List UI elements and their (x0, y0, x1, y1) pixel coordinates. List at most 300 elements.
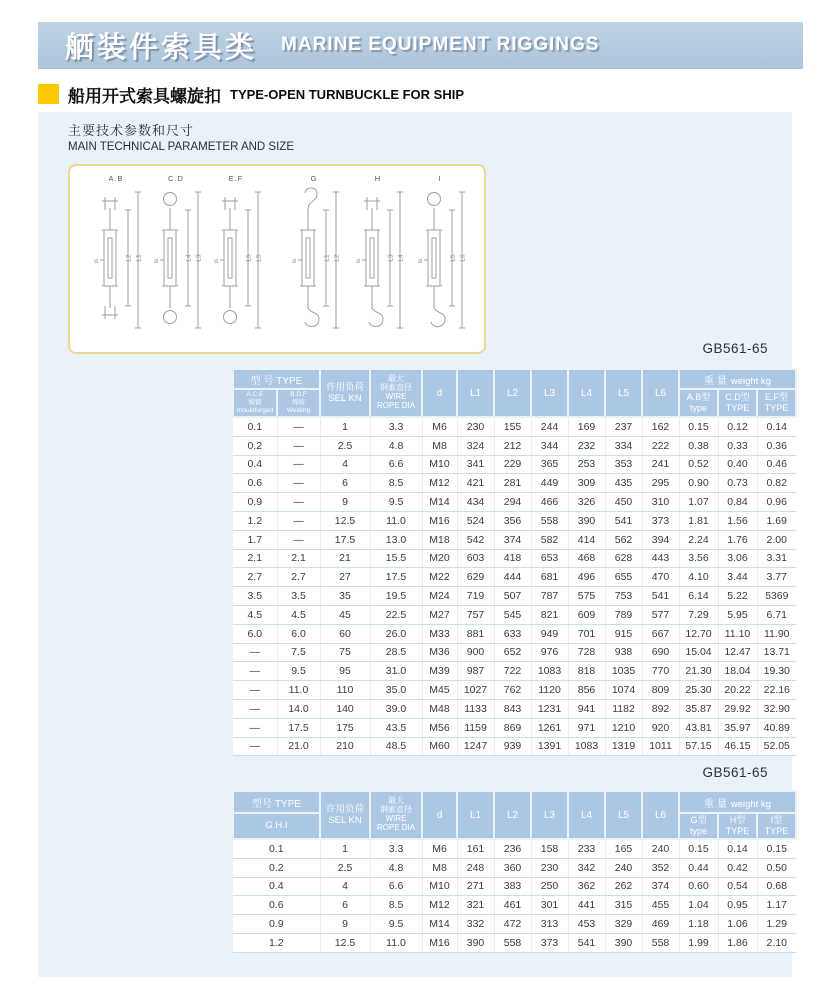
table-cell: 0.44 (679, 858, 718, 877)
table-cell: 541 (568, 933, 605, 952)
table-row (233, 915, 796, 934)
table-cell: 0.14 (757, 417, 796, 436)
header-cell-weight: 重 量 weight kg (679, 369, 796, 389)
table-cell: 374 (642, 877, 679, 896)
table-cell: 0.46 (757, 455, 796, 474)
table-cell: 507 (494, 587, 531, 606)
table-cell: 524 (457, 511, 494, 530)
table-cell: 542 (457, 530, 494, 549)
header-cell-type: 型 号 TYPE (233, 369, 320, 389)
turnbuckle-outline (148, 184, 204, 336)
table-cell: 29.92 (718, 699, 757, 718)
table-cell: 681 (531, 568, 568, 587)
table-row (233, 896, 796, 915)
table-row (233, 417, 796, 436)
subheader-title-en: TYPE-OPEN TURNBUCKLE FOR SHIP (230, 86, 465, 102)
table-cell: 690 (642, 643, 679, 662)
table-cell: 5.22 (718, 587, 757, 606)
table-cell: 787 (531, 587, 568, 606)
header-cell-type-bdf: B.D.F 焊接 Welding (277, 389, 320, 417)
table-cell: 3.56 (679, 549, 718, 568)
table-cell: 2.1 (233, 549, 277, 568)
table-cell: 4.5 (277, 605, 320, 624)
table-row (233, 737, 796, 756)
table-cell: — (233, 718, 277, 737)
svg-text:L2: L2 (333, 254, 341, 262)
table-cell: 545 (494, 605, 531, 624)
table-cell: 0.90 (679, 474, 718, 493)
table-row (233, 643, 796, 662)
header-cell-l6: L6 (642, 369, 679, 417)
table-cell: 558 (642, 933, 679, 952)
table-cell: 900 (457, 643, 494, 662)
table-row (233, 662, 796, 681)
table-cell: 310 (642, 493, 679, 512)
table-cell: 1.86 (718, 933, 757, 952)
table-cell: — (233, 681, 277, 700)
table-cell: 2.5 (320, 436, 370, 455)
header-cell-weight-g: G型 type (679, 813, 718, 839)
table-cell: 362 (568, 877, 605, 896)
table-cell: 334 (605, 436, 642, 455)
table-cell: 230 (457, 417, 494, 436)
table-cell: 253 (568, 455, 605, 474)
table-cell: 7.29 (679, 605, 718, 624)
figure-label: G (310, 174, 318, 183)
svg-text:L1: L1 (323, 254, 331, 262)
table-row (233, 839, 796, 858)
table-cell: 1120 (531, 681, 568, 700)
table-cell: M20 (422, 549, 457, 568)
table-cell: 455 (642, 896, 679, 915)
table-cell: 35.0 (370, 681, 422, 700)
table-cell: 315 (605, 896, 642, 915)
table-cell: M6 (422, 839, 457, 858)
header-cell-type-ghi: G.H.I (233, 813, 320, 839)
table-row (233, 605, 796, 624)
table-cell: 12.70 (679, 624, 718, 643)
table-cell: 821 (531, 605, 568, 624)
figure-label: E.F (228, 174, 244, 183)
table-cell: 655 (605, 568, 642, 587)
table-cell: 728 (568, 643, 605, 662)
table-cell: 324 (457, 436, 494, 455)
table-cell: 19.30 (757, 662, 796, 681)
table-cell: 237 (605, 417, 642, 436)
table-cell: 0.42 (718, 858, 757, 877)
table-cell: M24 (422, 587, 457, 606)
table-cell: 1083 (568, 737, 605, 756)
table-cell: 939 (494, 737, 531, 756)
table-cell: 920 (642, 718, 679, 737)
table-row (233, 718, 796, 737)
table-cell: M14 (422, 493, 457, 512)
table-cell: 976 (531, 643, 568, 662)
table-cell: 582 (531, 530, 568, 549)
table-row (233, 681, 796, 700)
table-cell: 6.0 (233, 624, 277, 643)
table-row (233, 474, 796, 493)
header-cell-l1: L1 (457, 791, 494, 839)
table-cell: 1 (320, 839, 370, 858)
header-cell-wire-dia: 最大 钢索直径 WIRE ROPE DIA (370, 369, 422, 417)
table-cell: 541 (605, 511, 642, 530)
header-cell-weight-ef: E.F型 TYPE (757, 389, 796, 417)
table-cell: 1011 (642, 737, 679, 756)
table-cell: M10 (422, 455, 457, 474)
header-cell-load: 许用负荷 SEL KN (320, 369, 370, 417)
table-cell: 344 (531, 436, 568, 455)
table-cell: 652 (494, 643, 531, 662)
table-cell: 35.97 (718, 718, 757, 737)
table-cell: 9.5 (370, 915, 422, 934)
table-cell: 210 (320, 737, 370, 756)
table-cell: 240 (642, 839, 679, 858)
table-cell: 2.7 (277, 568, 320, 587)
table-cell: 1391 (531, 737, 568, 756)
table-cell: 48.5 (370, 737, 422, 756)
table-cell: 110 (320, 681, 370, 700)
table-cell: 0.15 (679, 839, 718, 858)
table-cell: 719 (457, 587, 494, 606)
banner-title-zh: 舾装件索具类 (65, 31, 258, 64)
table-cell: 18.04 (718, 662, 757, 681)
header-cell-l3: L3 (531, 791, 568, 839)
table-cell: 4 (320, 455, 370, 474)
table-cell: 629 (457, 568, 494, 587)
table-cell: 444 (494, 568, 531, 587)
table-cell: 2.10 (757, 933, 796, 952)
table-cell: 175 (320, 718, 370, 737)
table-cell: 1.04 (679, 896, 718, 915)
table-cell: 15.5 (370, 549, 422, 568)
table-cell: 17.5 (370, 568, 422, 587)
header-cell-weight-h: H型 TYPE (718, 813, 757, 839)
header-cell-d: d (422, 369, 457, 417)
header-cell-l2: L2 (494, 791, 531, 839)
svg-text:d: d (418, 258, 422, 265)
table-cell: 0.38 (679, 436, 718, 455)
svg-text:d: d (214, 258, 218, 265)
table-cell: M8 (422, 436, 457, 455)
table-cell: M56 (422, 718, 457, 737)
figure-label: C.D (168, 174, 184, 183)
table-row (233, 436, 796, 455)
table-cell: 365 (531, 455, 568, 474)
table-cell: 421 (457, 474, 494, 493)
table-cell: 762 (494, 681, 531, 700)
table-cell: 21.0 (277, 737, 320, 756)
table-cell: 241 (642, 455, 679, 474)
svg-text:L1: L1 (135, 254, 143, 262)
table-cell: 232 (568, 436, 605, 455)
table-cell: 453 (568, 915, 605, 934)
table-cell: 469 (642, 915, 679, 934)
turnbuckle-figure (412, 174, 468, 341)
header-cell-weight-ab: A.B型 type (679, 389, 718, 417)
table-cell: 0.15 (757, 839, 796, 858)
table-cell: 0.73 (718, 474, 757, 493)
table-cell: 294 (494, 493, 531, 512)
table-cell: 468 (568, 549, 605, 568)
table-cell: M36 (422, 643, 457, 662)
table-row (233, 455, 796, 474)
table-cell: 987 (457, 662, 494, 681)
svg-text:L5: L5 (449, 254, 457, 262)
table-cell: 653 (531, 549, 568, 568)
svg-text:L3: L3 (195, 254, 203, 262)
table-cell: 20.22 (718, 681, 757, 700)
parameters-heading-zh: 主要技术参数和尺寸 (68, 123, 195, 138)
table-cell: 2.24 (679, 530, 718, 549)
table-cell: 1.17 (757, 896, 796, 915)
table-cell: 313 (531, 915, 568, 934)
header-cell-l4: L4 (568, 791, 605, 839)
table-cell: 229 (494, 455, 531, 474)
table-cell: 22.16 (757, 681, 796, 700)
table-cell: 3.3 (370, 839, 422, 858)
table-cell: 1210 (605, 718, 642, 737)
standard-label-2: GB561-65 (702, 765, 768, 780)
table-cell: — (277, 493, 320, 512)
table-cell: 21 (320, 549, 370, 568)
table-cell: 13.71 (757, 643, 796, 662)
table-cell: 915 (605, 624, 642, 643)
table-cell: 95 (320, 662, 370, 681)
table-cell: 60 (320, 624, 370, 643)
table-cell: 418 (494, 549, 531, 568)
table-cell: 1.06 (718, 915, 757, 934)
table-cell: 0.33 (718, 436, 757, 455)
table-cell: 321 (457, 896, 494, 915)
table-cell: 0.1 (233, 839, 320, 858)
table-cell: 1247 (457, 737, 494, 756)
table-cell: — (277, 511, 320, 530)
table-cell: 295 (642, 474, 679, 493)
header-cell-l4: L4 (568, 369, 605, 417)
header-cell-weight-cd: C.D型 TYPE (718, 389, 757, 417)
table-cell: 1.7 (233, 530, 277, 549)
table-row (233, 493, 796, 512)
table-row (233, 933, 796, 952)
table-cell: 1.18 (679, 915, 718, 934)
table-cell: 6.71 (757, 605, 796, 624)
header-cell-l5: L5 (605, 369, 642, 417)
table-cell: 1133 (457, 699, 494, 718)
table-cell: 352 (642, 858, 679, 877)
table-cell: M6 (422, 417, 457, 436)
header-cell-type-ace: A.C.E 模锻 mouldforged (233, 389, 277, 417)
table-cell: M16 (422, 933, 457, 952)
table-cell: 770 (642, 662, 679, 681)
table-cell: 472 (494, 915, 531, 934)
table-cell: 881 (457, 624, 494, 643)
table-cell: 0.54 (718, 877, 757, 896)
turnbuckle-outline (286, 184, 342, 336)
table-cell: 3.5 (233, 587, 277, 606)
table-cell: M8 (422, 858, 457, 877)
header-cell-weight: 重 量 weight kg (679, 791, 796, 813)
table-row (233, 858, 796, 877)
table-cell: 45 (320, 605, 370, 624)
table-cell: 450 (605, 493, 642, 512)
table-cell: 341 (457, 455, 494, 474)
table-cell: 373 (642, 511, 679, 530)
table-cell: 0.12 (718, 417, 757, 436)
table-cell: 0.60 (679, 877, 718, 896)
table-cell: M10 (422, 877, 457, 896)
content-panel (38, 112, 792, 977)
table-cell: 390 (568, 511, 605, 530)
table-cell: 0.9 (233, 915, 320, 934)
table-cell: — (277, 417, 320, 436)
table-cell: 1.2 (233, 933, 320, 952)
turnbuckle-figure (350, 174, 406, 341)
technical-drawing (68, 164, 486, 354)
table-cell: — (277, 474, 320, 493)
table-cell: 46.15 (718, 737, 757, 756)
table-cell: 1261 (531, 718, 568, 737)
parameters-heading (68, 120, 294, 153)
table-cell: M45 (422, 681, 457, 700)
table-cell: 562 (605, 530, 642, 549)
table-cell: 1.07 (679, 493, 718, 512)
table-cell: 75 (320, 643, 370, 662)
table-cell: 244 (531, 417, 568, 436)
table-cell: 342 (568, 858, 605, 877)
table-cell: 0.40 (718, 455, 757, 474)
parameters-table-ghi (232, 790, 797, 953)
table-cell: 158 (531, 839, 568, 858)
table-cell: 722 (494, 662, 531, 681)
table-cell: 0.6 (233, 474, 277, 493)
table-cell: 1035 (605, 662, 642, 681)
svg-text:d: d (154, 258, 158, 265)
header-cell-l1: L1 (457, 369, 494, 417)
table-cell: 1.81 (679, 511, 718, 530)
svg-text:d: d (356, 258, 360, 265)
table-cell: 0.68 (757, 877, 796, 896)
table-cell: 0.4 (233, 877, 320, 896)
header-cell-weight-i: I型 TYPE (757, 813, 796, 839)
table-cell: 6.0 (277, 624, 320, 643)
table-cell: 667 (642, 624, 679, 643)
table-row (233, 568, 796, 587)
table-row (233, 549, 796, 568)
header-cell-l3: L3 (531, 369, 568, 417)
table-cell: 1083 (531, 662, 568, 681)
table-cell: — (233, 643, 277, 662)
svg-text:L5: L5 (255, 254, 263, 262)
table-cell: 466 (531, 493, 568, 512)
header-cell-l5: L5 (605, 791, 642, 839)
table-cell: 356 (494, 511, 531, 530)
table-cell: 1074 (605, 681, 642, 700)
svg-text:L6: L6 (245, 254, 253, 262)
table-cell: 0.82 (757, 474, 796, 493)
table-cell: — (233, 737, 277, 756)
table-cell: 938 (605, 643, 642, 662)
table-cell: 4.10 (679, 568, 718, 587)
table-cell: 250 (531, 877, 568, 896)
table-cell: 329 (605, 915, 642, 934)
table-cell: 461 (494, 896, 531, 915)
table-cell: M16 (422, 511, 457, 530)
table-cell: — (277, 455, 320, 474)
table-cell: 26.0 (370, 624, 422, 643)
table-cell: — (277, 436, 320, 455)
table-cell: 12.47 (718, 643, 757, 662)
table-cell: 57.15 (679, 737, 718, 756)
table-cell: 7.5 (277, 643, 320, 662)
turnbuckle-figure (208, 174, 264, 341)
table-cell: 0.9 (233, 493, 277, 512)
table-cell: 309 (568, 474, 605, 493)
table-cell: 1159 (457, 718, 494, 737)
table-cell: 0.50 (757, 858, 796, 877)
table-cell: 0.96 (757, 493, 796, 512)
table-cell: 32.90 (757, 699, 796, 718)
table-cell: 35.87 (679, 699, 718, 718)
table-cell: 856 (568, 681, 605, 700)
table-cell: 971 (568, 718, 605, 737)
section-subheader (38, 83, 464, 105)
table-cell: 5.95 (718, 605, 757, 624)
table-cell: 373 (531, 933, 568, 952)
table-cell: 9 (320, 493, 370, 512)
table-cell: 449 (531, 474, 568, 493)
table-cell: 390 (605, 933, 642, 952)
table-cell: 0.2 (233, 858, 320, 877)
table-cell: M18 (422, 530, 457, 549)
table-cell: 3.77 (757, 568, 796, 587)
figure-label: A.B (108, 174, 124, 183)
table-cell: 1.76 (718, 530, 757, 549)
table-cell: 3.5 (277, 587, 320, 606)
table-cell: 0.15 (679, 417, 718, 436)
table-cell: 21.30 (679, 662, 718, 681)
table-cell: 230 (531, 858, 568, 877)
table-cell: 8.5 (370, 474, 422, 493)
table-cell: 11.0 (370, 511, 422, 530)
svg-text:L6: L6 (459, 254, 467, 262)
table-cell: 301 (531, 896, 568, 915)
banner-title-en: MARINE EQUIPMENT RIGGINGS (281, 34, 600, 55)
table-cell: 11.0 (370, 933, 422, 952)
table-cell: 31.0 (370, 662, 422, 681)
header-cell-l6: L6 (642, 791, 679, 839)
table-cell: 25.30 (679, 681, 718, 700)
table-cell: 1182 (605, 699, 642, 718)
table-cell: 435 (605, 474, 642, 493)
table-cell: 17.5 (277, 718, 320, 737)
table-cell: M48 (422, 699, 457, 718)
table-cell: 0.95 (718, 896, 757, 915)
table-cell: 12.5 (320, 933, 370, 952)
table-cell: 43.5 (370, 718, 422, 737)
turnbuckle-figure (148, 174, 204, 341)
table-cell: 558 (531, 511, 568, 530)
table-cell: 165 (605, 839, 642, 858)
table-cell: M12 (422, 896, 457, 915)
table-cell: 0.52 (679, 455, 718, 474)
table-cell: 809 (642, 681, 679, 700)
table-cell: 1027 (457, 681, 494, 700)
table-cell: 3.3 (370, 417, 422, 436)
table-cell: 161 (457, 839, 494, 858)
table-cell: 52.05 (757, 737, 796, 756)
turnbuckle-figure (286, 174, 342, 341)
